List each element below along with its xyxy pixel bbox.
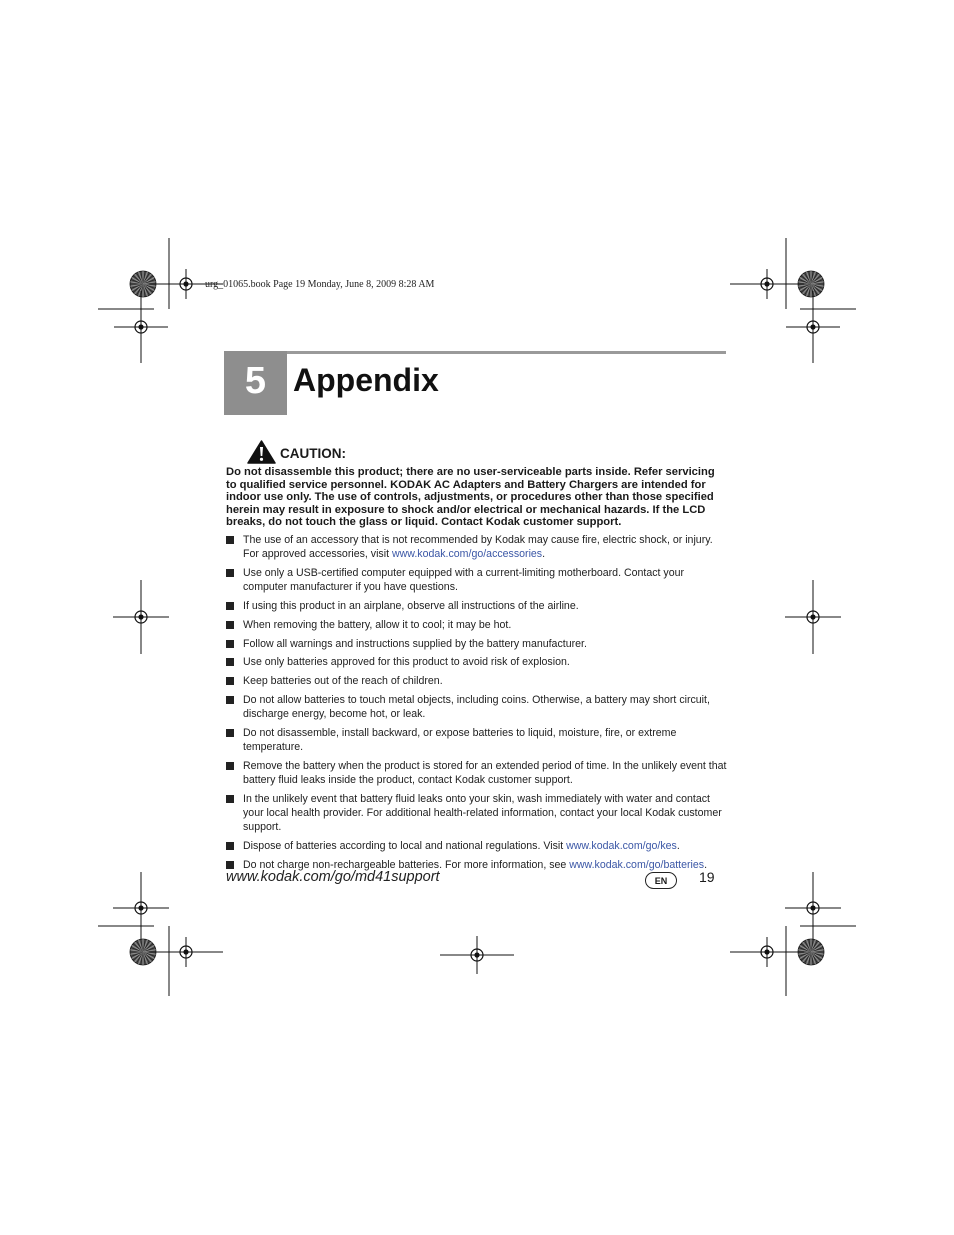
bullet-link[interactable]: www.kodak.com/go/batteries [569, 858, 705, 871]
crosshair-mark [113, 872, 169, 944]
bullet-text-end: . [704, 858, 708, 871]
bullet-square-icon [226, 640, 234, 648]
crosshair-mark [730, 937, 804, 967]
bullet-text: Do not disassemble, install backward, or expose batteries to liquid, moisture, fire, or extreme temperature. [243, 726, 677, 754]
bullet-item [226, 693, 730, 721]
bullet-text: Follow all warnings and instructions supplied by the battery manufacturer. [243, 637, 587, 650]
bullet-item [226, 759, 730, 787]
bullet-text: Dispose of batteries according to local and national regulations. Visit [243, 840, 567, 853]
crosshair-mark [440, 936, 514, 974]
bullet-text: If using this product in an airplane, observe all instructions of the airline. [243, 600, 579, 612]
bullet-square-icon [226, 729, 234, 737]
bullet-text: Do not charge non-rechargeable batteries. For more information, see [243, 858, 570, 871]
bullet-square-icon [226, 861, 234, 869]
bullet-item [226, 792, 730, 835]
bullet-text-end: . [676, 840, 680, 853]
bullet-square-icon [226, 658, 234, 666]
bullet-item [226, 674, 730, 688]
bullet-item [226, 839, 730, 853]
bullet-item [226, 726, 730, 754]
bullet-item [226, 566, 730, 594]
bullet-text: When removing the battery, allow it to cool; it may be hot. [243, 618, 512, 631]
bullet-text: Remove the battery when the product is stored for an extended period of time. In the unlikely event that battery fluid leaks inside the product, contact Kodak customer support. [243, 759, 727, 787]
safety-bullet-list [226, 533, 730, 877]
bullet-square-icon [226, 842, 234, 850]
chapter-title: Appendix [293, 362, 439, 398]
bullet-text: Keep batteries out of the reach of children. [243, 675, 443, 688]
caution-label: CAUTION: [280, 446, 346, 461]
bullet-text-end: . [542, 548, 546, 561]
page-number: 19 [699, 869, 715, 885]
bullet-square-icon [226, 677, 234, 685]
bullet-link[interactable]: www.kodak.com/go/kes [566, 840, 677, 853]
bullet-text: In the unlikely event that battery fluid leaks onto your skin, wash immediately with water and contact your local health provider. For additional health-related information, contact your local Kodak customer support. [243, 792, 722, 834]
bullet-square-icon [226, 536, 234, 544]
chapter-rule [224, 351, 726, 354]
crosshair-mark [785, 872, 841, 944]
bullet-item [226, 599, 730, 613]
bullet-square-icon [226, 569, 234, 577]
bullet-item [226, 618, 730, 632]
crosshair-mark [786, 291, 840, 363]
crosshair-mark [730, 269, 804, 299]
bullet-item [226, 637, 730, 651]
crosshair-mark [149, 937, 223, 967]
crosshair-mark [113, 580, 169, 654]
bullet-text: Use only batteries approved for this product to avoid risk of explosion. [243, 656, 570, 669]
bullet-item [226, 533, 730, 561]
bullet-square-icon [226, 696, 234, 704]
warning-triangle-icon [247, 440, 276, 464]
chapter-number: 5 [224, 351, 287, 415]
crosshair-mark [785, 580, 841, 654]
bullet-square-icon [226, 621, 234, 629]
bullet-square-icon [226, 762, 234, 770]
footer-support-url[interactable]: www.kodak.com/go/md41support [226, 869, 440, 885]
bullet-text: Use only a USB-certified computer equipped with a current-limiting motherboard. Contact your computer manufacturer if you have questions. [243, 567, 685, 594]
bullet-text: The use of an accessory that is not recommended by Kodak may cause fire, electric shock, or injury. For approved accessories, visit [243, 534, 713, 561]
bullet-square-icon [226, 795, 234, 803]
bullet-square-icon [226, 602, 234, 610]
bullet-link[interactable]: www.kodak.com/go/accessories [391, 548, 543, 561]
bullet-text: Do not allow batteries to touch metal objects, including coins. Otherwise, a battery may short circuit, discharge energy, become hot, or leak. [243, 693, 710, 721]
print-header-line: urg_01065.book Page 19 Monday, June 8, 2009 8:28 AM [205, 279, 435, 290]
crosshair-mark [114, 291, 168, 363]
language-badge: EN [645, 872, 677, 889]
bullet-item [226, 655, 730, 669]
caution-text: Do not disassemble this product; there are no user-serviceable parts inside. Refer servicing to qualified service personnel. KODAK AC Adapters and Battery Chargers are intended for indoor use only. The use of controls, adjustments, or procedures other than those specified herein may result in exposure to shock and/or electrical or mechanical hazards. If the LCD breaks, do not touch the glass or liquid. Contact Kodak customer support. [226, 466, 715, 529]
